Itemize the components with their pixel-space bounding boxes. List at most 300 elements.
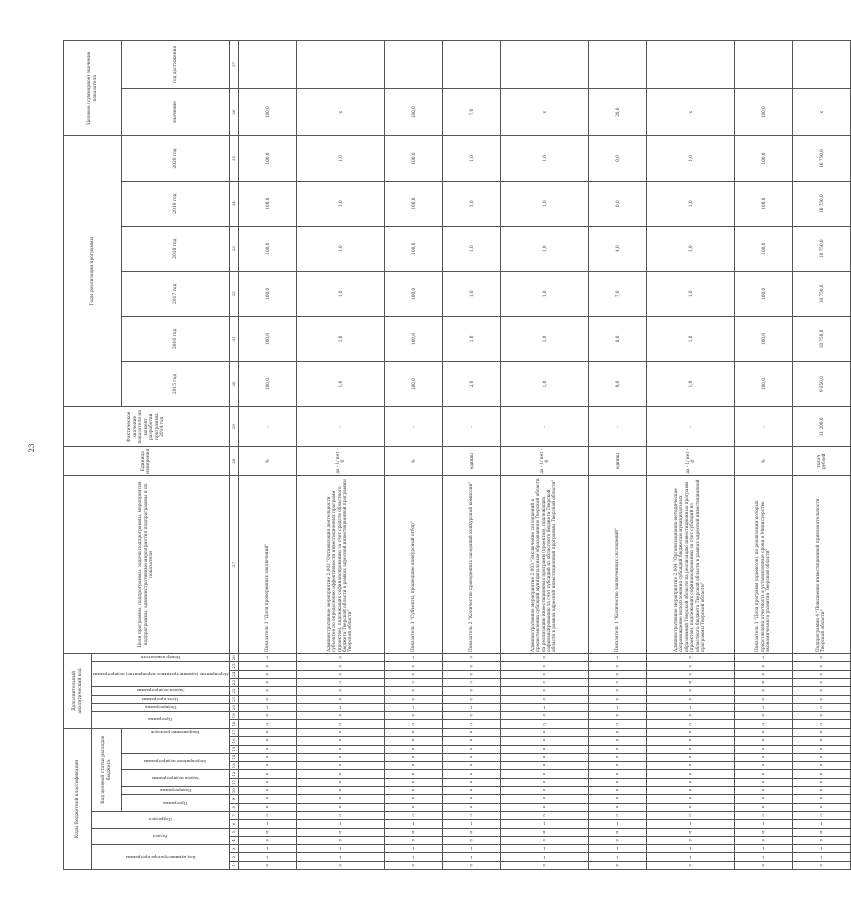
code-digit xyxy=(734,662,792,670)
header-expense-dir xyxy=(122,712,230,754)
code-digit-text: x xyxy=(820,804,823,810)
code-digit-text: 1 xyxy=(265,705,269,711)
code-digit xyxy=(500,778,588,786)
code-digit-text: 0 xyxy=(411,837,415,843)
code-digit-text: x xyxy=(616,755,619,760)
code-digit-text: 1 xyxy=(688,705,692,711)
code-digit-text: x xyxy=(762,738,765,744)
code-digit xyxy=(792,787,850,795)
code-digit xyxy=(384,703,442,711)
row-year-value: 100,0 xyxy=(734,316,792,361)
code-digit xyxy=(792,670,850,678)
code-digit-text: 0 xyxy=(338,837,342,843)
row-description: Показатель 1 "Доля проверенных заключений" xyxy=(238,475,296,653)
code-digit xyxy=(238,678,296,686)
code-digit-text: 1 xyxy=(761,846,765,852)
code-digit xyxy=(384,712,442,720)
row-year-value: 1,0 xyxy=(296,226,384,271)
row-year-value: 10 750,0 xyxy=(792,181,850,226)
header-admin xyxy=(92,845,230,870)
code-digit-text: 0 xyxy=(761,837,765,843)
code-digit-text: 0 xyxy=(688,688,692,694)
code-digit-text: 1 xyxy=(469,846,473,852)
code-digit-text: 0 xyxy=(819,663,823,669)
code-digit-text: 1 xyxy=(688,821,692,827)
code-digit-text: x xyxy=(339,779,342,785)
row-year-value: 1,0 xyxy=(646,316,734,361)
column-number: 27 xyxy=(229,475,238,653)
code-digit xyxy=(588,654,646,662)
code-digit xyxy=(588,687,646,695)
row-description: Показатель 1 "Субъекты, прошедшие конкурсный отбор" xyxy=(384,475,442,653)
code-digit xyxy=(646,762,734,770)
code-digit-text: 1 xyxy=(615,821,619,827)
code-digit xyxy=(442,762,500,770)
code-digit xyxy=(734,687,792,695)
code-digit xyxy=(646,828,734,836)
row-target-value: x xyxy=(500,88,588,135)
code-digit-text: x xyxy=(820,779,823,785)
code-digit-text: 2 xyxy=(338,721,342,727)
column-number: 7 xyxy=(229,811,238,819)
row-target-value: 28,0 xyxy=(588,88,646,135)
code-digit xyxy=(646,836,734,844)
header-row-1 xyxy=(64,41,92,870)
code-digit xyxy=(500,787,588,795)
code-digit xyxy=(384,861,442,869)
row-year-value: 100,0 xyxy=(384,271,442,316)
column-number: 18 xyxy=(231,721,237,727)
code-digit xyxy=(646,720,734,728)
code-digit xyxy=(442,787,500,795)
code-digit xyxy=(500,762,588,770)
code-digit xyxy=(296,770,384,778)
code-digit xyxy=(296,836,384,844)
code-digit xyxy=(792,712,850,720)
code-digit xyxy=(384,662,442,670)
code-digit xyxy=(238,762,296,770)
code-digit xyxy=(384,745,442,753)
column-number: 6 xyxy=(229,820,238,828)
code-digit xyxy=(442,703,500,711)
row-year-value: 1,0 xyxy=(500,226,588,271)
code-digit-text: 0 xyxy=(338,663,342,669)
row-base-value: - xyxy=(442,407,500,447)
code-digit xyxy=(296,803,384,811)
code-digit xyxy=(734,670,792,678)
table-row xyxy=(296,41,384,870)
row-year-value: 0,0 xyxy=(588,136,646,181)
code-digit-text: x xyxy=(820,788,823,794)
row-year-value: 7,0 xyxy=(588,271,646,316)
code-digit-text: x xyxy=(762,730,765,736)
code-digit-text: 4 xyxy=(761,680,765,686)
code-digit-text: x xyxy=(339,771,342,777)
code-digit-text: 2 xyxy=(542,813,546,819)
code-digit-text: 1 xyxy=(469,705,473,711)
column-number: 3 xyxy=(229,845,238,853)
code-digit-text: 2 xyxy=(265,721,269,727)
row-year-value: 1,0 xyxy=(646,361,734,406)
code-digit-text: x xyxy=(543,738,546,744)
code-digit-text: x xyxy=(543,796,546,802)
code-digit-text: 0 xyxy=(542,696,546,702)
code-digit-text: 1 xyxy=(411,846,415,852)
code-digit xyxy=(588,778,646,786)
code-digit-text: 0 xyxy=(688,663,692,669)
code-digit-text: x xyxy=(412,779,415,785)
column-number: 26 xyxy=(231,655,237,661)
code-digit-text: 1 xyxy=(615,846,619,852)
table-header xyxy=(64,41,230,870)
column-number: 36 xyxy=(229,88,238,135)
code-digit xyxy=(792,695,850,703)
code-digit-text: 0 xyxy=(615,837,619,843)
code-digit-text: 0 xyxy=(338,671,342,677)
row-description: Показатель 1 "Количество заключенных соглашений" xyxy=(588,475,646,653)
code-digit-text: x xyxy=(339,730,342,736)
code-digit-text: x xyxy=(412,755,415,760)
code-digit xyxy=(646,753,734,761)
row-year-value: 1,0 xyxy=(442,271,500,316)
code-digit xyxy=(238,853,296,861)
code-digit-text: 0 xyxy=(761,671,765,677)
code-digit-text: 1 xyxy=(411,705,415,711)
code-digit-text: x xyxy=(412,771,415,777)
code-digit-text: x xyxy=(339,804,342,810)
code-digit xyxy=(792,795,850,803)
code-digit-text: 0 xyxy=(469,837,473,843)
code-digit-text: 1 xyxy=(411,821,415,827)
code-digit-text: x xyxy=(762,779,765,785)
code-digit xyxy=(734,820,792,828)
row-target-year xyxy=(792,41,850,89)
code-digit-text: 0 xyxy=(819,688,823,694)
code-digit-text: x xyxy=(689,746,692,752)
code-digit xyxy=(442,778,500,786)
code-digit-text: 2 xyxy=(542,721,546,727)
code-digit xyxy=(588,845,646,853)
header-year-1: 2015 год xyxy=(122,361,230,406)
header-year-2: 2016 год xyxy=(122,316,230,361)
code-digit-text: x xyxy=(266,738,269,744)
code-digit xyxy=(296,720,384,728)
code-digit-text: x xyxy=(616,788,619,794)
code-digit-text: 0 xyxy=(542,713,546,719)
code-digit xyxy=(734,720,792,728)
header-admin-text: Код администратора программы xyxy=(125,854,196,860)
column-number: 23 xyxy=(231,680,237,686)
code-digit xyxy=(734,803,792,811)
row-year-value: 0,0 xyxy=(588,181,646,226)
code-digit-text: 1 xyxy=(761,854,765,860)
code-digit xyxy=(296,737,384,745)
code-digit-text: 1 xyxy=(688,854,692,860)
table-row xyxy=(588,41,646,870)
row-unit: единиц xyxy=(588,447,646,475)
code-digit xyxy=(792,728,850,736)
row-year-value: 1,0 xyxy=(442,136,500,181)
code-digit xyxy=(442,695,500,703)
code-digit xyxy=(500,828,588,836)
row-year-value: 10 750,0 xyxy=(792,226,850,271)
column-number: 13 xyxy=(231,763,237,769)
code-digit xyxy=(792,703,850,711)
code-digit xyxy=(500,861,588,869)
code-digit-text: 3 xyxy=(542,680,546,686)
code-digit xyxy=(792,654,850,662)
code-digit-text: 0 xyxy=(338,713,342,719)
code-digit-text: 0 xyxy=(615,713,619,719)
table-row xyxy=(238,41,296,870)
row-base-value: - xyxy=(500,407,588,447)
code-digit xyxy=(442,745,500,753)
code-digit-text: 0 xyxy=(542,663,546,669)
code-digit-text: 2 xyxy=(688,813,692,819)
code-digit-text: x xyxy=(762,755,765,760)
code-digit xyxy=(384,787,442,795)
page-number: 23 xyxy=(28,443,36,453)
code-digit-text: 1 xyxy=(542,846,546,852)
code-digit xyxy=(238,728,296,736)
code-digit-text: x xyxy=(820,763,823,769)
code-digit xyxy=(588,836,646,844)
code-digit-text: x xyxy=(820,796,823,802)
code-digit-text: 0 xyxy=(411,663,415,669)
code-digit-text: 0 xyxy=(688,862,692,868)
code-digit xyxy=(442,770,500,778)
row-year-value: 1,0 xyxy=(500,271,588,316)
code-digit-text: x xyxy=(689,738,692,744)
row-year-value: 100,0 xyxy=(384,181,442,226)
code-digit xyxy=(384,828,442,836)
row-unit: % xyxy=(238,447,296,475)
code-digit-text: x xyxy=(266,771,269,777)
header-years-group: Годы реализации программы xyxy=(64,136,122,407)
code-digit xyxy=(500,820,588,828)
code-digit xyxy=(296,687,384,695)
code-digit xyxy=(588,662,646,670)
code-digit-text: x xyxy=(339,796,342,802)
code-digit-text: x xyxy=(616,763,619,769)
code-digit xyxy=(646,745,734,753)
row-year-value: 1,0 xyxy=(646,226,734,271)
row-year-value: 100,0 xyxy=(734,226,792,271)
row-year-value: 100,0 xyxy=(734,136,792,181)
row-year-value: 10 750,0 xyxy=(792,271,850,316)
column-number: 21 xyxy=(231,696,237,702)
code-digit-text: 0 xyxy=(411,713,415,719)
row-target-value: x xyxy=(792,88,850,135)
column-number: 28 xyxy=(229,447,238,475)
code-digit-text: x xyxy=(266,788,269,794)
row-year-value: 100,0 xyxy=(384,226,442,271)
row-year-value: 100,0 xyxy=(238,226,296,271)
row-description: Административное мероприятие 2.004 "Организационно-методическое сопровождение использования субсидий бюджетам муниципальных образований Тверской области на реализацию инвестиционных программ (проектов), подлежащих софинансированию за счет субсидий из областного бюджета Тверской области в рамках адресной инвестиционной программы Тверской области" xyxy=(646,475,734,653)
code-digit-text: 1 xyxy=(265,821,269,827)
code-digit-text: 0 xyxy=(469,688,473,694)
code-digit-text: x xyxy=(339,763,342,769)
row-year-value: 1,0 xyxy=(442,316,500,361)
code-digit xyxy=(646,795,734,803)
row-target-value: 100,0 xyxy=(384,88,442,135)
row-year-value: 100,0 xyxy=(238,316,296,361)
code-digit-text: x xyxy=(470,755,473,760)
code-digit-text: x xyxy=(543,755,546,760)
code-digit-text: 2 xyxy=(338,680,342,686)
header-target: Целевое (суммарное) значение показателя xyxy=(64,41,122,136)
code-digit xyxy=(792,803,850,811)
code-digit xyxy=(384,753,442,761)
code-digit xyxy=(500,712,588,720)
code-digit xyxy=(646,654,734,662)
column-number: 8 xyxy=(229,803,238,811)
code-digit-text: x xyxy=(820,738,823,744)
code-digit-text: 1 xyxy=(469,854,473,860)
code-digit-text: x xyxy=(339,746,342,752)
code-digit-text: x xyxy=(266,804,269,810)
code-digit-text: 0 xyxy=(688,655,692,661)
column-number: 16 xyxy=(231,738,237,744)
header-subsection xyxy=(92,811,230,828)
code-digit-text: 2 xyxy=(469,655,473,661)
code-digit-text: x xyxy=(470,779,473,785)
code-digit xyxy=(442,803,500,811)
table-row xyxy=(500,41,588,870)
code-digit-text: x xyxy=(820,730,823,736)
code-digit-text: 1 xyxy=(338,821,342,827)
header-program xyxy=(122,795,230,812)
row-year-value: 1,0 xyxy=(646,181,734,226)
column-number: 31 xyxy=(229,316,238,361)
code-digit xyxy=(384,728,442,736)
code-digit-text: 0 xyxy=(819,862,823,868)
row-year-value: 100,0 xyxy=(238,136,296,181)
code-digit-text: 0 xyxy=(411,696,415,702)
rotated-table-wrapper xyxy=(63,40,827,870)
code-digit-text: x xyxy=(543,746,546,752)
code-digit xyxy=(588,811,646,819)
code-digit-text: x xyxy=(412,730,415,736)
row-year-value: 1,0 xyxy=(442,181,500,226)
row-target-value: x xyxy=(646,88,734,135)
code-digit-text: 0 xyxy=(615,862,619,868)
code-digit-text: 1 xyxy=(819,821,823,827)
code-digit-text: 0 xyxy=(265,713,269,719)
column-number: 17 xyxy=(231,729,237,736)
code-digit xyxy=(442,811,500,819)
header-expense-group: Код целевой статьи расходов бюджета xyxy=(92,728,122,811)
code-digit-text: 0 xyxy=(265,663,269,669)
code-digit xyxy=(238,712,296,720)
code-digit-text: 0 xyxy=(265,696,269,702)
row-year-value: 100,0 xyxy=(238,361,296,406)
code-digit xyxy=(384,678,442,686)
row-target-value: 7,0 xyxy=(442,88,500,135)
code-digit-text: 1 xyxy=(338,705,342,711)
code-digit xyxy=(296,828,384,836)
table-row xyxy=(442,41,500,870)
row-year-value: 1,0 xyxy=(646,136,734,181)
row-year-value: 100,0 xyxy=(734,181,792,226)
code-digit xyxy=(646,662,734,670)
code-digit xyxy=(734,770,792,778)
code-digit-text: 0 xyxy=(469,663,473,669)
header-a-subprogram xyxy=(92,703,230,711)
code-digit-text: 1 xyxy=(761,655,765,661)
code-digit-text: 2 xyxy=(761,721,765,727)
row-year-value: 100,0 xyxy=(238,181,296,226)
code-digit xyxy=(646,811,734,819)
column-number: 20 xyxy=(231,704,237,711)
code-digit xyxy=(238,654,296,662)
code-digit xyxy=(238,811,296,819)
row-year-value: 100,0 xyxy=(734,361,792,406)
code-digit xyxy=(792,687,850,695)
code-digit xyxy=(588,703,646,711)
code-digit xyxy=(646,728,734,736)
code-digit-text: x xyxy=(820,746,823,752)
code-digit xyxy=(384,795,442,803)
code-digit-text: x xyxy=(762,804,765,810)
code-digit xyxy=(646,737,734,745)
header-year-4: 2018 год xyxy=(122,226,230,271)
code-digit xyxy=(296,728,384,736)
header-year-6: 2020 год xyxy=(122,136,230,181)
code-digit xyxy=(238,836,296,844)
code-digit xyxy=(238,687,296,695)
code-digit xyxy=(588,670,646,678)
code-digit-text: x xyxy=(543,779,546,785)
row-year-value: 100,0 xyxy=(384,316,442,361)
code-digit xyxy=(646,712,734,720)
code-digit-text: 0 xyxy=(688,696,692,702)
header-a-task xyxy=(92,687,230,695)
code-digit xyxy=(296,778,384,786)
code-digit-text: 0 xyxy=(761,862,765,868)
column-number: 30 xyxy=(229,361,238,406)
row-description: Показатель 1 "Доля программ (проектов), по реализации которых представлена отчетность в установленные сроки в Министерство экономического развития Тверской области" xyxy=(734,475,792,653)
code-digit-text: x xyxy=(266,796,269,802)
code-digit-text: 1 xyxy=(688,846,692,852)
code-digit xyxy=(384,762,442,770)
code-digit xyxy=(296,811,384,819)
code-digit xyxy=(588,803,646,811)
code-digit-text: 4 xyxy=(265,829,269,835)
code-digit xyxy=(734,703,792,711)
code-digit-text: 0 xyxy=(542,655,546,661)
code-digit xyxy=(588,762,646,770)
row-unit: тысяч рублей xyxy=(792,447,850,475)
code-digit-text: 1 xyxy=(411,655,415,661)
column-number: 15 xyxy=(231,746,237,752)
code-digit xyxy=(442,853,500,861)
header-a-subprogram-text: Подпрограмма xyxy=(144,705,177,711)
header-description: Цели программы, подпрограммы, задачи подпрограммы, мероприятия подпрограммы, административные мероприятия подпрограммы и их показатели xyxy=(64,475,230,653)
column-number: 19 xyxy=(231,713,237,719)
code-digit xyxy=(296,678,384,686)
table-row xyxy=(792,41,850,870)
code-digit xyxy=(792,778,850,786)
row-target-year xyxy=(734,41,792,89)
code-digit xyxy=(500,853,588,861)
header-expense-dir-text: Направление расходов xyxy=(151,730,200,736)
code-digit-text: x xyxy=(339,738,342,744)
column-number: 25 xyxy=(231,663,237,669)
code-digit xyxy=(792,678,850,686)
code-digit-text: 2 xyxy=(411,813,415,819)
code-digit-text: x xyxy=(412,796,415,802)
